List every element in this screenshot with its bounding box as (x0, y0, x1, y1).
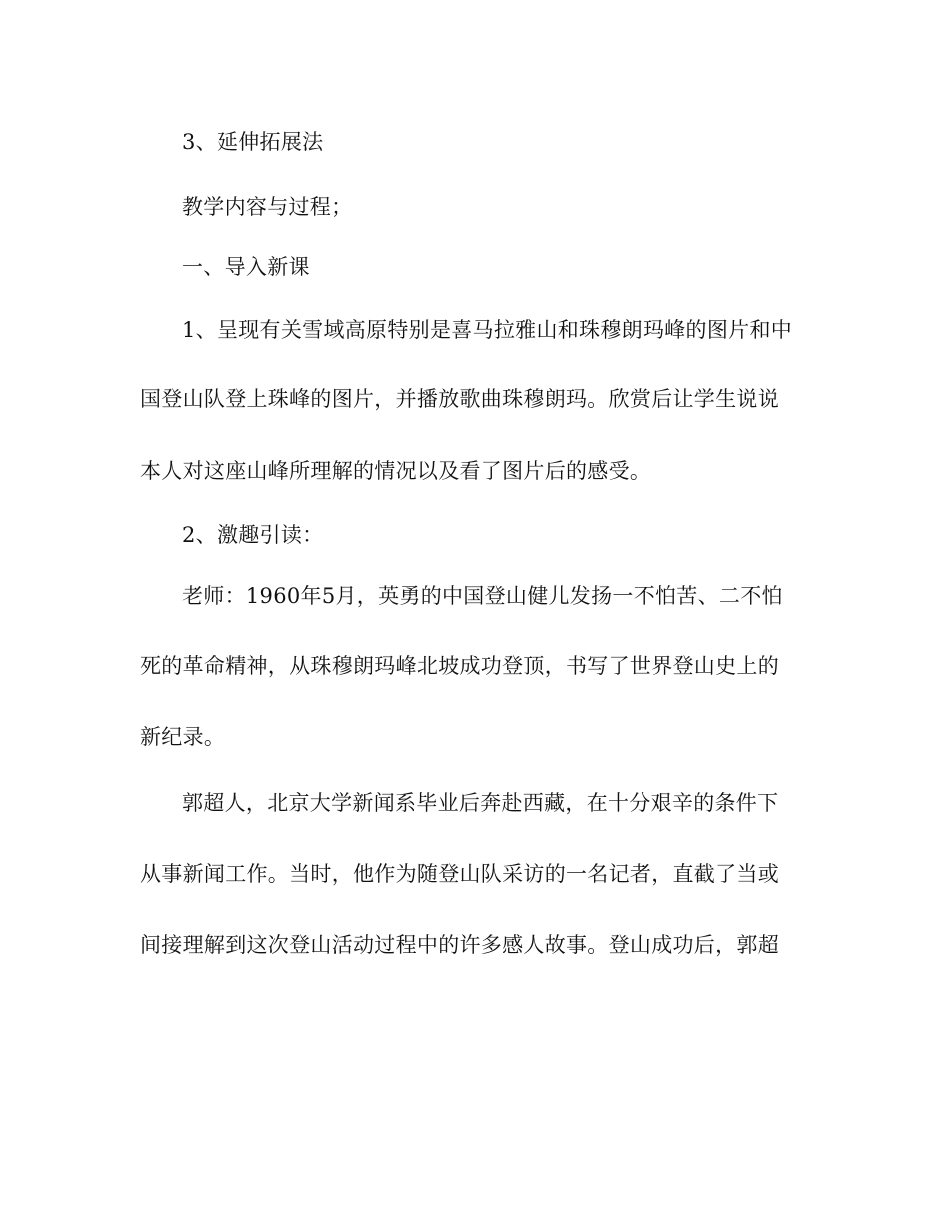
paragraph-line: 从事新闻工作。当时，他作为随登山队采访的一名记者，直截了当或 (140, 862, 779, 886)
paragraph-line: 间接理解到这次登山活动过程中的许多感人故事。登山成功后，郭超 (140, 933, 779, 957)
paragraph-line: 新纪录。 (140, 725, 226, 749)
paragraph-line: 郭超人，北京大学新闻系毕业后奔赴西藏，在十分艰辛的条件下 (182, 791, 779, 815)
paragraph-line: 死的革命精神，从珠穆朗玛峰北坡成功登顶，书写了世界登山史上的 (140, 654, 779, 678)
paragraph-line: 国登山队登上珠峰的图片，并播放歌曲珠穆朗玛。欣赏后让学生说说 (140, 387, 779, 411)
paragraph-line: 老师：1960年5月，英勇的中国登山健儿发扬一不怕苦、二不怕 (182, 584, 783, 608)
paragraph-line: 1、呈现有关雪域高原特别是喜马拉雅山和珠穆朗玛峰的图片和中 (182, 318, 793, 342)
heading-motivation: 2、激趣引读： (182, 523, 324, 547)
paragraph-line: 本人对这座山峰所理解的情况以及看了图片后的感受。 (140, 459, 652, 483)
heading-extension-method: 3、延伸拓展法 (182, 130, 324, 154)
heading-teaching-content: 教学内容与过程； (182, 195, 353, 219)
heading-introduction: 一、导入新课 (182, 255, 310, 279)
